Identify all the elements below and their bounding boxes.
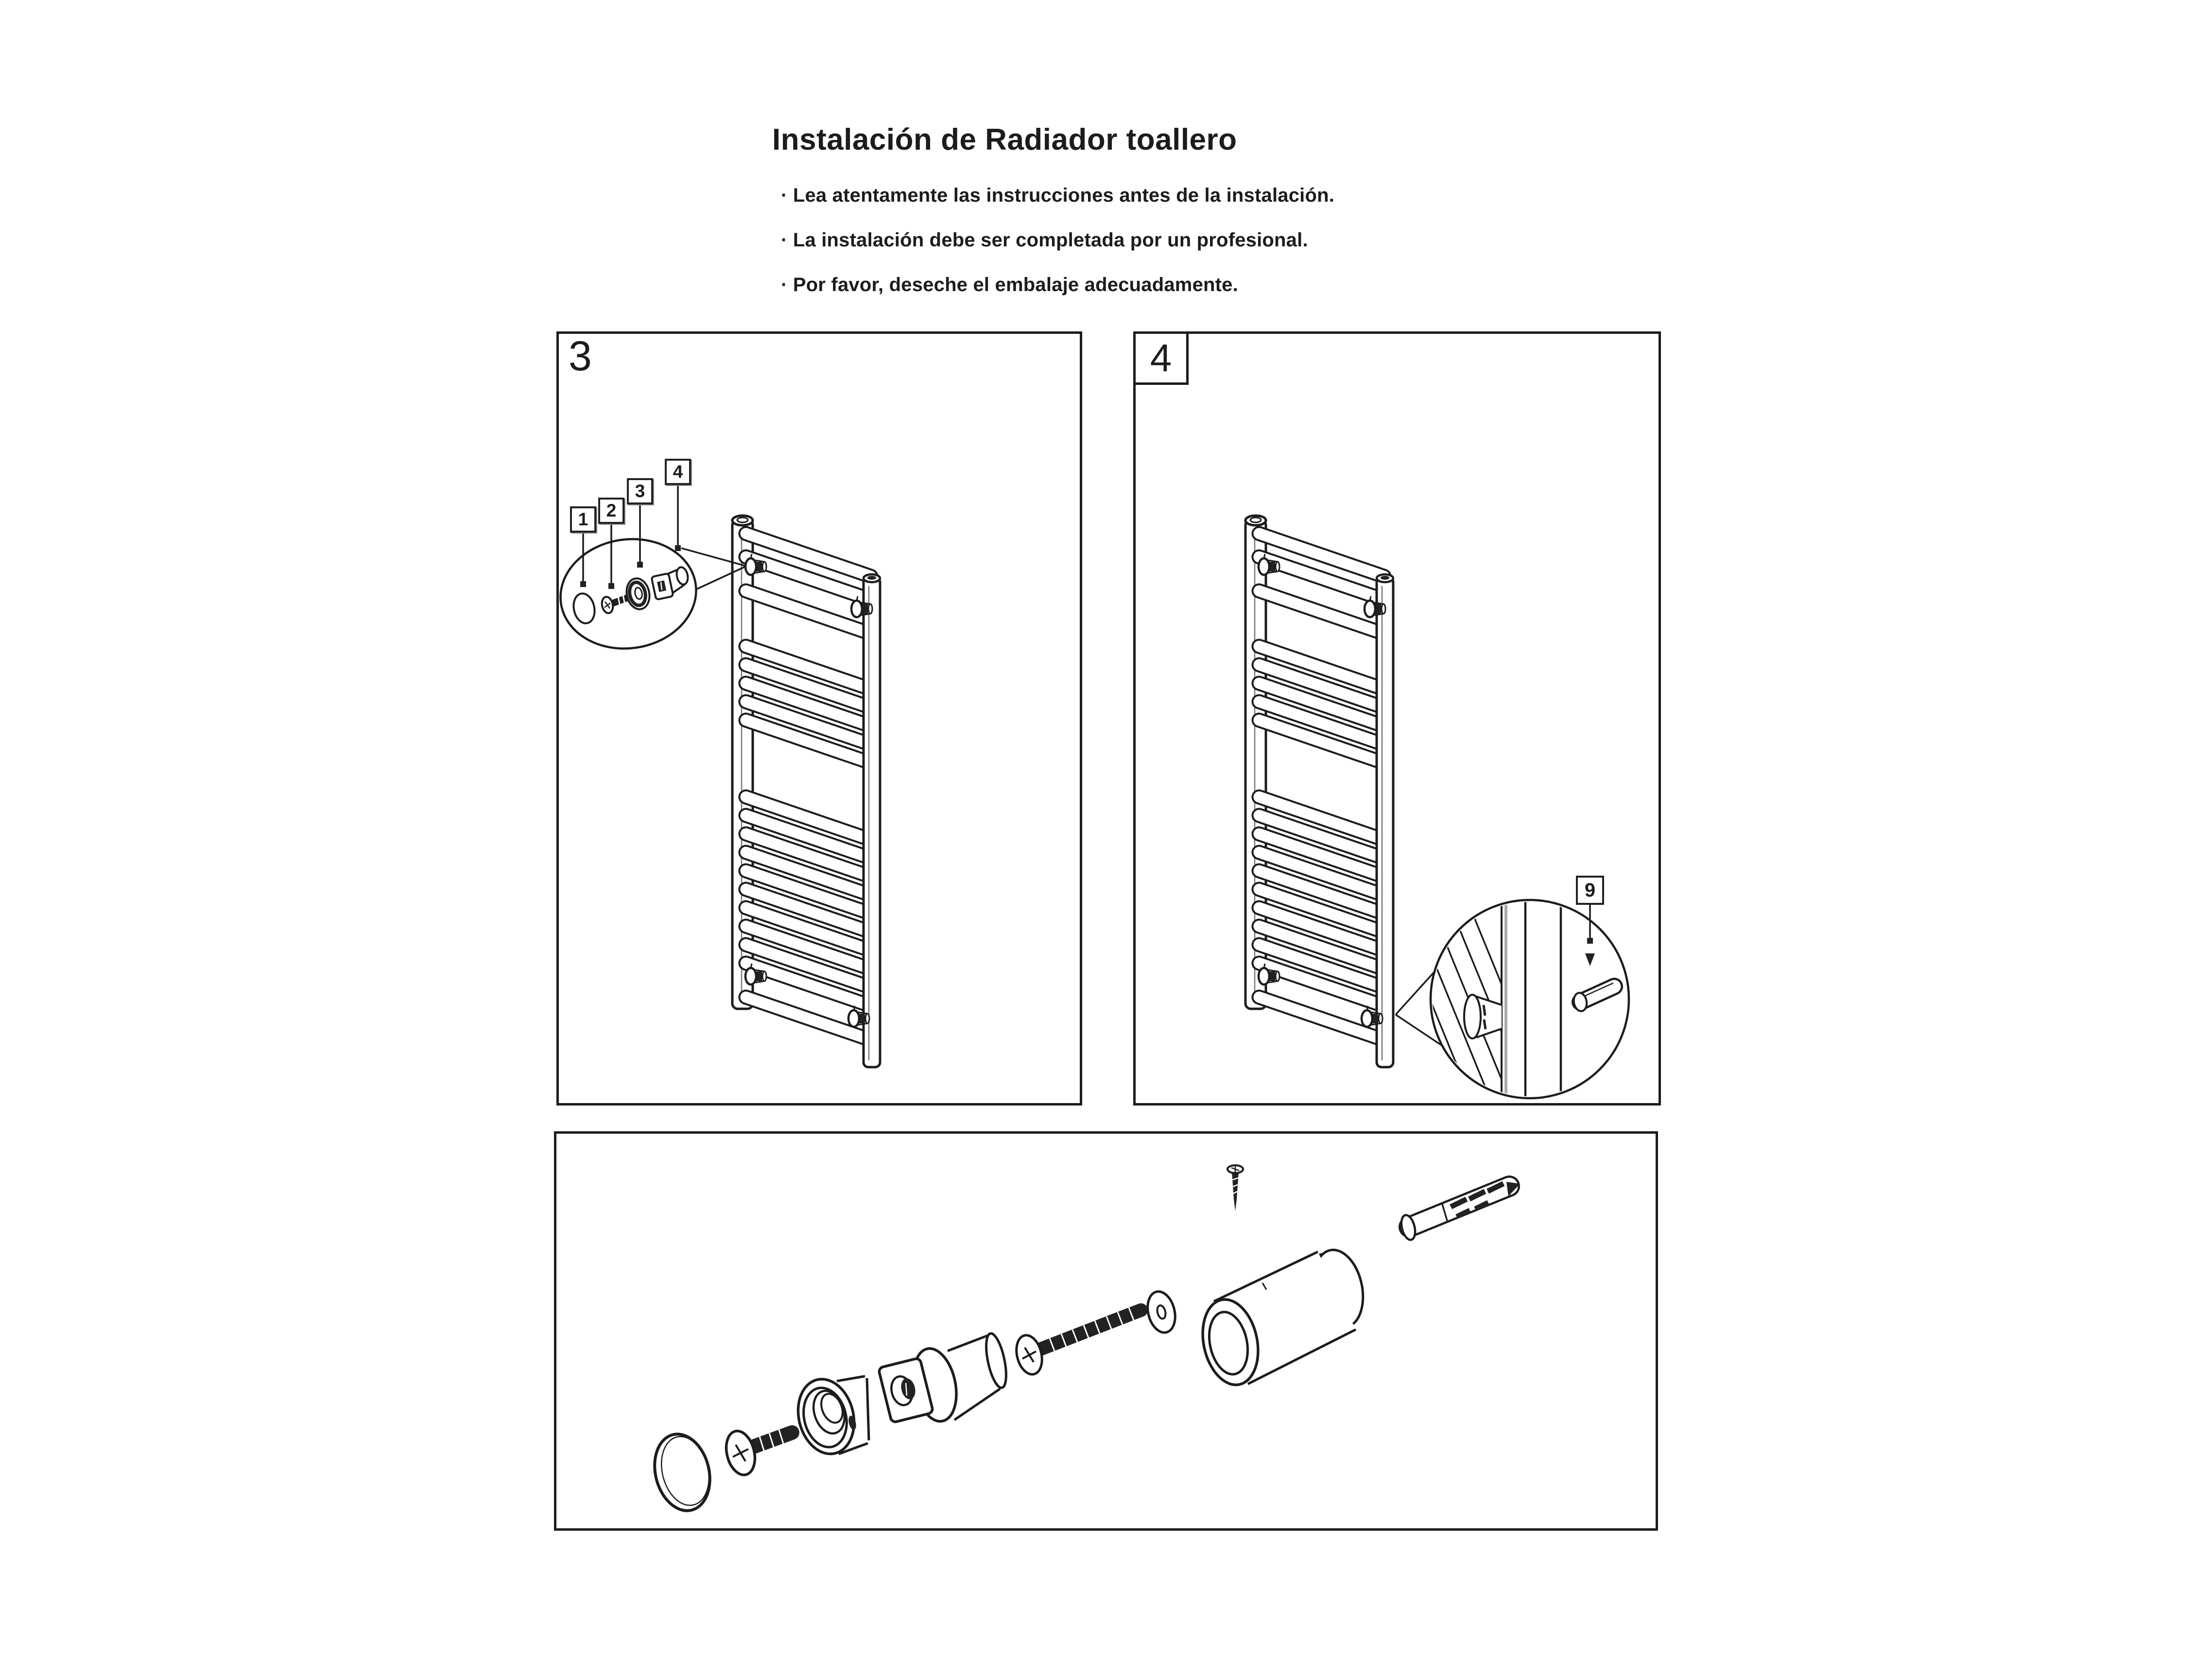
- step4-number: 4: [1133, 331, 1189, 385]
- threaded-ring-part: [791, 1373, 869, 1460]
- bracket-body-part: [878, 1332, 1010, 1425]
- exploded-hardware-view: [647, 1165, 1520, 1517]
- instruction-bullet: · Por favor, deseche el embalaje adecuadamente.: [781, 274, 1238, 295]
- part-label-4: 4: [665, 459, 691, 485]
- machine-screw-part: [722, 1428, 792, 1478]
- instruction-bullet: · La instalación debe ser completada por un profesional.: [781, 229, 1308, 251]
- step3-number: 3: [569, 333, 592, 380]
- sleeve-part: [1195, 1245, 1370, 1390]
- cover-cap-part: [647, 1428, 717, 1517]
- towel-radiator-diagram: [732, 516, 880, 1067]
- washer-part: [1143, 1289, 1179, 1336]
- part-label-9: 9: [1576, 876, 1604, 905]
- wall-anchor-part: [1399, 1181, 1520, 1242]
- detail-callout-balloon: [1365, 889, 1629, 1166]
- part-label-3: 3: [627, 478, 653, 504]
- page-title: Instalación de Radiador toallero: [772, 123, 1237, 156]
- long-screw-part: [1013, 1308, 1141, 1377]
- part-label-1: 1: [570, 506, 596, 533]
- small-screw-part: [1227, 1165, 1243, 1211]
- towel-radiator-diagram-step4: [1245, 516, 1393, 1067]
- instruction-bullet: · Lea atentamente las instrucciones antes de la instalación.: [781, 185, 1335, 206]
- part-label-2: 2: [598, 498, 624, 524]
